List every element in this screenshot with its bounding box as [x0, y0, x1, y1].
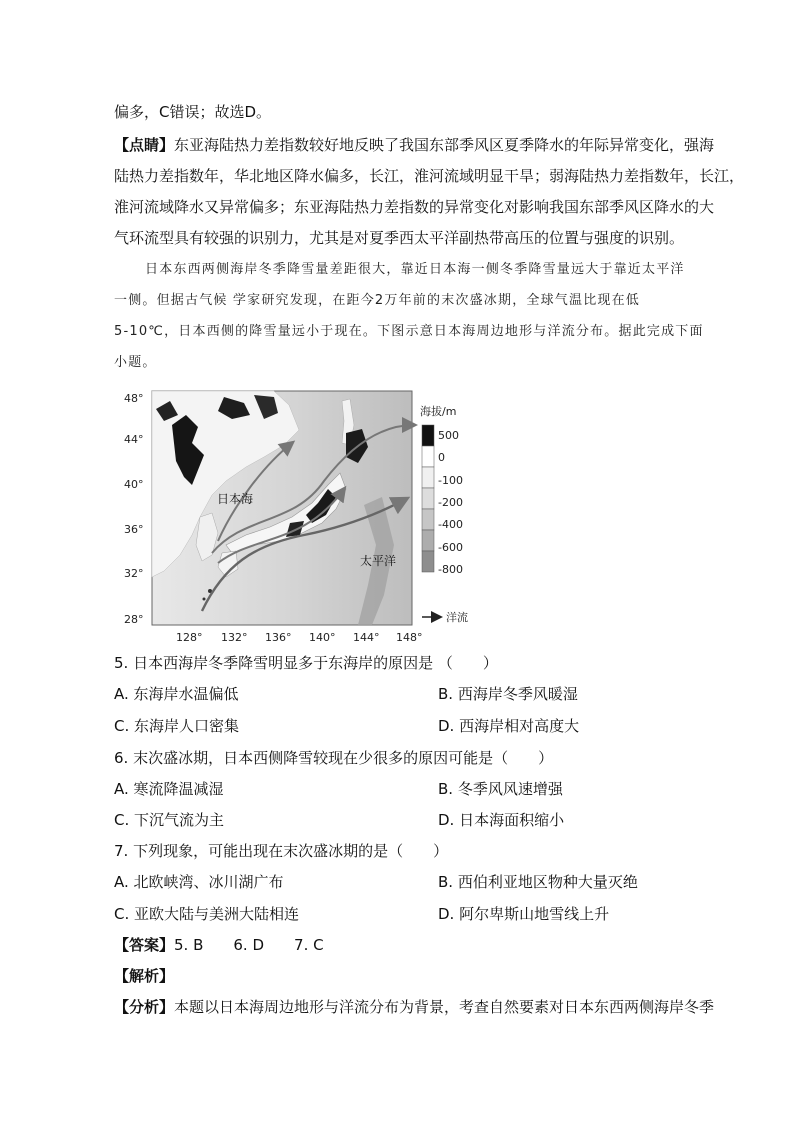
legend-value: -800: [438, 563, 463, 576]
analysis-line: [114, 997, 714, 1017]
lon-tick-label: 128°: [176, 631, 203, 644]
legend-swatch: [422, 488, 434, 509]
legend-value: -600: [438, 541, 463, 554]
legend-swatch: [422, 509, 434, 530]
text-line: 偏多，C错误；故选D。: [114, 103, 272, 121]
lat-tick-label: 48°: [124, 392, 144, 405]
map-frame: [152, 391, 412, 625]
legend-title: 海拔/m: [420, 405, 457, 418]
fenxi-tag: 【分析】: [114, 998, 175, 1016]
legend-swatch: [422, 530, 434, 551]
legend-value: -200: [438, 496, 463, 509]
option: D. 阿尔卑斯山地雪线上升: [438, 905, 610, 923]
option: B. 冬季风风速增强: [438, 780, 563, 798]
sea-of-japan-label: 日本海: [217, 492, 254, 506]
answer-line: [114, 935, 324, 955]
lon-tick-label: 136°: [265, 631, 292, 644]
lat-tick-label: 32°: [124, 567, 144, 580]
current-legend-label: 洋流: [446, 611, 468, 624]
text-line: 淮河流域降水又异常偏多；东亚海陆热力差指数的异常变化对影响我国东部季风区降水的大: [114, 198, 715, 216]
latitude-labels: [124, 392, 144, 626]
legend-swatch: [422, 551, 434, 572]
text-line: 气环流型具有较强的识别力，尤其是对夏季西太平洋副热带高压的位置与强度的识别。: [114, 229, 685, 247]
material-line: 5-10℃，日本西侧的降雪量远小于现在。下图示意日本海周边地形与洋流分布。据此完成下面: [114, 324, 704, 339]
lon-tick-label: 132°: [221, 631, 248, 644]
lat-tick-label: 44°: [124, 433, 144, 446]
fenxi-text: 本题以日本海周边地形与洋流分布为背景，考查自然要素对日本东西两侧海岸冬季: [174, 998, 715, 1016]
dianjing-tag: 【点睛】: [114, 136, 175, 154]
legend-swatch: [422, 425, 434, 446]
material-line: 一侧。但据古气候 学家研究发现，在距今2万年前的末次盛冰期，全球气温比现在低: [114, 293, 641, 308]
lat-tick-label: 28°: [124, 613, 144, 626]
lon-tick-label: 148°: [396, 631, 423, 644]
material-line: 日本东西两侧海岸冬季降雪量差距很大，靠近日本海一侧冬季降雪量远大于靠近太平洋: [145, 262, 685, 277]
text-span: 东亚海陆热力差指数较好地反映了我国东部季风区夏季降水的年际异常变化，强海: [174, 136, 715, 154]
lon-tick-label: 144°: [353, 631, 380, 644]
option: C. 亚欧大陆与美洲大陆相连: [114, 905, 300, 923]
legend-swatch: [422, 446, 434, 467]
option: D. 西海岸相对高度大: [438, 717, 580, 735]
option: B. 西伯利亚地区物种大量灭绝: [438, 873, 638, 891]
analysis-tag: 【解析】: [114, 967, 175, 985]
lat-tick-label: 40°: [124, 478, 144, 491]
option: B. 西海岸冬季风暖湿: [438, 685, 578, 703]
option: A. 寒流降温减湿: [114, 780, 224, 798]
legend-value: 500: [438, 429, 459, 442]
question-stem: 5. 日本西海岸冬季降雪明显多于东海岸的原因是 （ ）: [114, 654, 498, 672]
japan-sea-map: [114, 385, 484, 647]
answer-tag: 【答案】: [114, 936, 175, 954]
answer-item: 7. C: [294, 936, 324, 954]
option: A. 东海岸水温偏低: [114, 685, 239, 703]
answer-item: 6. D: [233, 936, 265, 954]
lon-tick-label: 140°: [309, 631, 336, 644]
text-line: 陆热力差指数年，华北地区降水偏多，长江，淮河流域明显干旱；弱海陆热力差指数年，长江，: [114, 167, 745, 185]
option: A. 北欧峡湾、冰川湖广布: [114, 873, 284, 891]
lat-tick-label: 36°: [124, 523, 144, 536]
material-line: 小题。: [114, 355, 157, 370]
answer-item: 5. B: [174, 936, 204, 954]
text-line: [114, 135, 714, 155]
option: C. 下沉气流为主: [114, 811, 225, 829]
pacific-label: 太平洋: [360, 554, 397, 568]
elevation-legend: [420, 404, 468, 624]
legend-value: -400: [438, 518, 463, 531]
legend-value: -100: [438, 474, 463, 487]
legend-value: 0: [438, 451, 445, 464]
question-stem: 6. 末次盛冰期，日本西侧降雪较现在少很多的原因可能是（ ）: [114, 749, 554, 767]
option: C. 东海岸人口密集: [114, 717, 240, 735]
option: D. 日本海面积缩小: [438, 811, 565, 829]
longitude-labels: [176, 631, 423, 644]
question-stem: 7. 下列现象，可能出现在末次盛冰期的是（ ）: [114, 842, 449, 860]
legend-swatch: [422, 467, 434, 488]
